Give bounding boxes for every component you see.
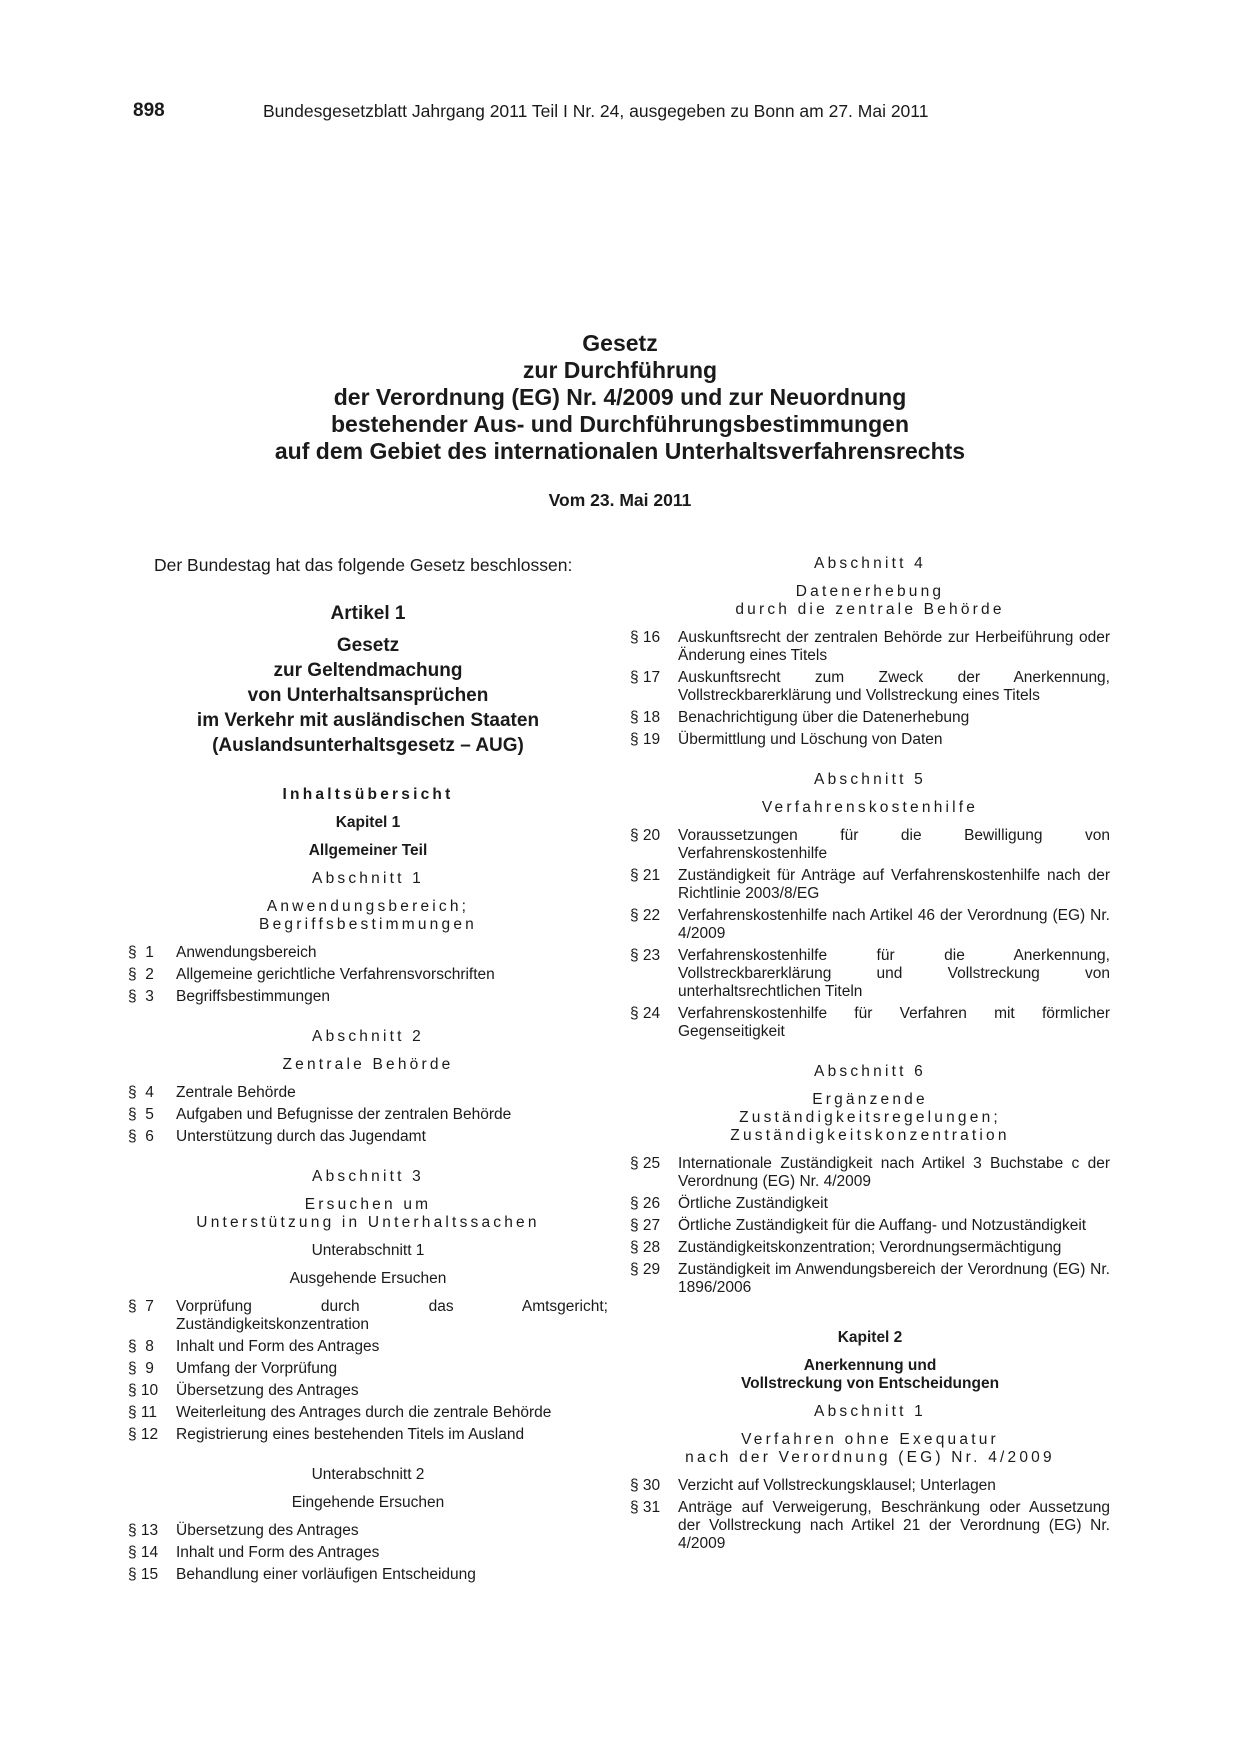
section-number: § 20 <box>630 827 661 844</box>
kapitel-title: Allgemeiner Teil <box>308 842 428 859</box>
section-number: § 19 <box>630 731 661 748</box>
toc-item <box>630 827 1110 863</box>
abschnitt-title: Unterstützung in Unterhaltssachen <box>196 1214 540 1231</box>
abschnitt-label: Abschnitt 1 <box>312 870 424 887</box>
abschnitt-title: Datenerhebung <box>795 583 945 600</box>
section-number: § 8 <box>128 1338 154 1355</box>
section-title: Vorprüfung durch das Amtsgericht; Zuständigkeitskonzentration <box>176 1298 608 1333</box>
section-number: § 22 <box>630 907 661 924</box>
abschnitt-title: nach der Verordnung (EG) Nr. 4/2009 <box>685 1449 1055 1466</box>
article-heading <box>128 601 608 758</box>
section-number: § 26 <box>630 1195 661 1212</box>
section-number: § 10 <box>128 1382 159 1399</box>
toc-item <box>128 1566 608 1584</box>
toc-list <box>630 629 1110 749</box>
toc-item <box>630 709 1110 727</box>
section-title: Voraussetzungen für die Bewilligung von Verfahrenskostenhilfe <box>678 827 1110 862</box>
kapitel-label: Kapitel 1 <box>335 814 401 831</box>
section-title: Behandlung einer vorläufigen Entscheidung <box>176 1566 476 1583</box>
abschnitt-label: Abschnitt 3 <box>312 1168 424 1185</box>
abschnitt-title: Verfahrenskostenhilfe <box>761 799 979 816</box>
section-number: § 21 <box>630 867 661 884</box>
kapitel-title: Anerkennung und <box>803 1357 937 1374</box>
section-title: Übermittlung und Löschung von Daten <box>678 731 943 748</box>
section-title: Verzicht auf Vollstreckungsklausel; Unterlagen <box>678 1477 996 1494</box>
section-title: Allgemeine gerichtliche Verfahrensvorschriften <box>176 966 495 983</box>
section-title: Übersetzung des Antrages <box>176 1382 359 1399</box>
article-title-line: (Auslandsunterhaltsgesetz – AUG) <box>212 735 524 756</box>
section-number: § 7 <box>128 1298 154 1315</box>
section-title: Zuständigkeit im Anwendungsbereich der Verordnung (EG) Nr. 1896/2006 <box>678 1261 1110 1296</box>
abschnitt-title: Zuständigkeitsregelungen; <box>739 1109 1001 1126</box>
section-number: § 28 <box>630 1239 661 1256</box>
title-line: zur Durchführung <box>522 357 718 383</box>
title-line: bestehender Aus- und Durchführungsbestimmungen <box>330 411 909 437</box>
toc-list <box>630 827 1110 1041</box>
toc-item <box>128 1404 608 1422</box>
abschnitt-title: Ersuchen um <box>304 1196 432 1213</box>
toc-item <box>630 669 1110 705</box>
section-title: Auskunftsrecht der zentralen Behörde zur Herbeiführung oder Änderung eines Titels <box>678 629 1110 664</box>
toc-item <box>630 1499 1110 1553</box>
section-title: Örtliche Zuständigkeit für die Auffang- und Notzuständigkeit <box>678 1217 1087 1234</box>
toc-list <box>128 1298 608 1444</box>
unterabschnitt-title: Ausgehende Ersuchen <box>289 1270 447 1287</box>
abschnitt-title: Anwendungsbereich; <box>266 898 470 915</box>
toc-item <box>128 1106 608 1124</box>
header-text: Bundesgesetzblatt Jahrgang 2011 Teil I Nr. 24, ausgegeben zu Bonn am 27. Mai 2011 <box>263 101 929 121</box>
title-line: auf dem Gebiet des internationalen Unterhaltsverfahrensrechts <box>274 438 966 464</box>
section-number: § 27 <box>630 1217 661 1234</box>
abschnitt-title: Begriffsbestimmungen <box>259 916 477 933</box>
toc-item <box>128 1128 608 1146</box>
section-number: § 6 <box>128 1128 154 1145</box>
toc-item <box>128 1426 608 1444</box>
section-number: § 25 <box>630 1155 661 1172</box>
section-number: § 29 <box>630 1261 661 1278</box>
left-column <box>128 555 608 1588</box>
section-number: § 23 <box>630 947 661 964</box>
article-title-line: von Unterhaltsansprüchen <box>247 685 489 706</box>
page-header <box>133 100 1113 126</box>
toc-list <box>630 1477 1110 1553</box>
section-title: Umfang der Vorprüfung <box>176 1360 338 1377</box>
section-number: § 3 <box>128 988 154 1005</box>
section-title: Zuständigkeit für Anträge auf Verfahrenskostenhilfe nach der Richtlinie 2003/8/EG <box>678 867 1110 902</box>
abschnitt-title: Zentrale Behörde <box>282 1056 454 1073</box>
document-title <box>120 330 1120 465</box>
section-number: § 5 <box>128 1106 154 1123</box>
toc-item <box>128 988 608 1006</box>
unterabschnitt-label: Unterabschnitt 2 <box>311 1466 425 1483</box>
section-title: Registrierung eines bestehenden Titels im Ausland <box>176 1426 525 1443</box>
page-number: 898 <box>133 100 165 121</box>
toc-item <box>630 1261 1110 1297</box>
toc-item <box>630 629 1110 665</box>
section-number: § 15 <box>128 1566 159 1583</box>
toc-item <box>128 966 608 984</box>
toc-list <box>128 944 608 1006</box>
section-number: § 1 <box>128 944 154 961</box>
toc-item <box>128 1298 608 1334</box>
section-title: Verfahrenskostenhilfe für Verfahren mit förmlicher Gegenseitigkeit <box>678 1005 1110 1040</box>
section-title: Inhalt und Form des Antrages <box>176 1544 380 1561</box>
section-number: § 2 <box>128 966 154 983</box>
section-title: Übersetzung des Antrages <box>176 1522 359 1539</box>
section-title: Inhalt und Form des Antrages <box>176 1338 380 1355</box>
section-number: § 14 <box>128 1544 159 1561</box>
toc-item <box>128 1084 608 1102</box>
toc-item <box>128 1544 608 1562</box>
toc-item <box>630 1005 1110 1041</box>
abschnitt-label: Abschnitt 4 <box>814 555 926 572</box>
intro-text: Der Bundestag hat das folgende Gesetz beschlossen: <box>154 555 573 575</box>
toc-heading: Inhaltsübersicht <box>282 786 454 803</box>
section-title: Auskunftsrecht zum Zweck der Anerkennung, Vollstreckbarerklärung und Vollstreckung eines Titels <box>678 669 1110 704</box>
toc-item <box>128 1522 608 1540</box>
unterabschnitt-label: Unterabschnitt 1 <box>311 1242 425 1259</box>
toc-item <box>630 1217 1110 1235</box>
section-title: Verfahrenskostenhilfe für die Anerkennung, Vollstreckbarerklärung und Vollstreckung von unterhaltsrechtlichen Titeln <box>678 947 1110 1000</box>
article-title-line: zur Geltendmachung <box>273 660 463 681</box>
section-number: § 31 <box>630 1499 661 1516</box>
kapitel-label: Kapitel 2 <box>837 1329 903 1346</box>
toc-item <box>630 1477 1110 1495</box>
section-title: Begriffsbestimmungen <box>176 988 330 1005</box>
section-title: Benachrichtigung über die Datenerhebung <box>678 709 970 726</box>
toc-item <box>128 944 608 962</box>
toc-item <box>128 1382 608 1400</box>
abschnitt-title: Verfahren ohne Exequatur <box>741 1431 999 1448</box>
unterabschnitt-title: Eingehende Ersuchen <box>291 1494 445 1511</box>
section-title: Verfahrenskostenhilfe nach Artikel 46 der Verordnung (EG) Nr. 4/2009 <box>678 907 1110 942</box>
section-title: Örtliche Zuständigkeit <box>678 1195 828 1212</box>
section-title: Zuständigkeitskonzentration; Verordnungsermächtigung <box>678 1239 1062 1256</box>
section-number: § 17 <box>630 669 661 686</box>
right-column <box>630 555 1110 1557</box>
toc-item <box>128 1360 608 1378</box>
section-number: § 4 <box>128 1084 154 1101</box>
section-number: § 13 <box>128 1522 159 1539</box>
abschnitt-title: durch die zentrale Behörde <box>735 601 1005 618</box>
toc-item <box>630 907 1110 943</box>
abschnitt-label: Abschnitt 1 <box>814 1403 926 1420</box>
toc-item <box>630 867 1110 903</box>
section-title: Weiterleitung des Antrages durch die zentrale Behörde <box>176 1404 552 1421</box>
abschnitt-label: Abschnitt 2 <box>312 1028 424 1045</box>
abschnitt-label: Abschnitt 6 <box>814 1063 926 1080</box>
toc-list <box>128 1522 608 1584</box>
toc-list <box>630 1155 1110 1297</box>
section-number: § 12 <box>128 1426 159 1443</box>
section-number: § 16 <box>630 629 661 646</box>
article-title-line: im Verkehr mit ausländischen Staaten <box>196 710 540 731</box>
section-number: § 9 <box>128 1360 154 1377</box>
section-title: Zentrale Behörde <box>176 1084 296 1101</box>
section-title: Anträge auf Verweigerung, Beschränkung oder Aussetzung der Vollstreckung nach Artikel 21 der Verordnung (EG) Nr. 4/2009 <box>678 1499 1110 1552</box>
section-title: Internationale Zuständigkeit nach Artikel 3 Buchstabe c der Verordnung (EG) Nr. 4/2009 <box>678 1155 1110 1190</box>
abschnitt-label: Abschnitt 5 <box>814 771 926 788</box>
toc-item <box>630 947 1110 1001</box>
article-title-line: Gesetz <box>336 635 400 656</box>
section-title: Aufgaben und Befugnisse der zentralen Behörde <box>176 1106 512 1123</box>
toc-item <box>630 1239 1110 1257</box>
section-number: § 24 <box>630 1005 661 1022</box>
abschnitt-title: Zuständigkeitskonzentration <box>730 1127 1010 1144</box>
section-number: § 30 <box>630 1477 661 1494</box>
toc-item <box>630 731 1110 749</box>
title-line: der Verordnung (EG) Nr. 4/2009 und zur Neuordnung <box>333 384 907 410</box>
toc-list <box>128 1084 608 1146</box>
document-date: Vom 23. Mai 2011 <box>548 490 692 510</box>
section-title: Anwendungsbereich <box>176 944 317 961</box>
abschnitt-title: Ergänzende <box>812 1091 928 1108</box>
title-line: Gesetz <box>582 330 658 356</box>
toc-item <box>630 1155 1110 1191</box>
section-title: Unterstützung durch das Jugendamt <box>176 1128 426 1145</box>
section-number: § 11 <box>128 1404 158 1421</box>
kapitel-title: Vollstreckung von Entscheidungen <box>740 1375 1000 1392</box>
article-label: Artikel 1 <box>330 603 406 624</box>
toc-item <box>128 1338 608 1356</box>
toc-item <box>630 1195 1110 1213</box>
section-number: § 18 <box>630 709 661 726</box>
